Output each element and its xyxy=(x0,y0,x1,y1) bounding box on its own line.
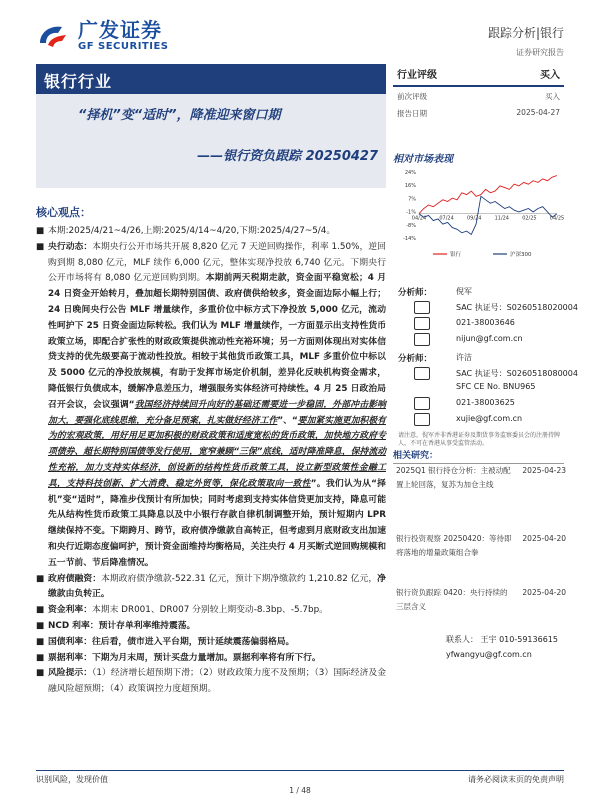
bullet-icon: ■ xyxy=(36,573,45,584)
bullet-ncd-rate: ■ NCD 利率：预计存单利率维持震荡。 xyxy=(36,619,386,635)
report-subtitle: ——银行资负跟踪 20250427 xyxy=(197,149,378,164)
x-tick-label: 04/24 xyxy=(411,215,427,222)
legend-label: 沪深300 xyxy=(510,252,532,258)
page-footer xyxy=(36,770,564,784)
analyst-phone: 021-38003625 xyxy=(456,398,515,407)
core-views-body xyxy=(36,224,386,698)
related-item-title[interactable]: 2025Q1 银行持仓分析：主被动配置上轮回落，复苏为加仓主线 xyxy=(396,466,511,489)
analyst-cert: SAC 执证号：S0260518080004 xyxy=(456,369,578,378)
analyst-label: 分析师： xyxy=(398,354,433,364)
prev-rating-label: 前次评级 xyxy=(397,92,427,101)
bullet-gov-bond: ■ 政府债融资：本期政府债净缴款-522.31 亿元，预计下期净缴款约 1,210.82 亿元，净缴款由负转正。 xyxy=(36,573,386,600)
related-item-date: 2025-04-20 xyxy=(522,534,566,543)
y-tick-label: -8% xyxy=(406,222,416,229)
logo-en: GF SECURITIES xyxy=(78,41,169,52)
analyst-block-2 xyxy=(398,352,578,432)
rating-box xyxy=(393,64,564,121)
rating-value: 买入 xyxy=(540,70,560,81)
report-date-value: 2025-04-27 xyxy=(516,108,560,117)
x-tick-label: 09/24 xyxy=(466,215,482,222)
company-logo xyxy=(36,16,169,56)
analyst-phone: 021-38003646 xyxy=(456,318,515,327)
report-header xyxy=(488,24,564,58)
x-tick-label: 02/25 xyxy=(522,215,537,222)
related-item-title[interactable]: 银行投资观察 20250420：等待即将落地的增量政策组合拳 xyxy=(396,534,512,557)
gf-logo-icon xyxy=(36,21,72,51)
bullet-icon: ■ xyxy=(36,652,45,663)
analyst-sfc: SFC CE No. BNU965 xyxy=(456,382,536,391)
analyst-label: 分析师： xyxy=(398,288,433,298)
bullet-period: ■ 本期:2025/4/21~4/26,上期:2025/4/14~4/20,下期:2025/4/27~5/4。 xyxy=(36,224,386,240)
related-research-title: 相关研究： xyxy=(393,448,564,464)
prev-rating-value: 买入 xyxy=(545,92,560,101)
industry-title: 银行行业 xyxy=(36,64,386,94)
contact-email[interactable]: yfwangyu@gf.com.cn xyxy=(446,650,532,659)
report-date-label: 报告日期 xyxy=(397,109,427,118)
logo-cn: 广发证券 xyxy=(78,18,162,42)
related-item[interactable] xyxy=(396,532,566,560)
analyst-block-1 xyxy=(398,286,578,346)
email-icon xyxy=(414,333,430,346)
bullet-icon: ■ xyxy=(36,241,45,252)
analyst-disclaimer: 请注意，倪军并非香港证券及期货事务监察委员会的注册持牌人，不可在香港从事受监管活动。 xyxy=(398,432,561,447)
footer-disclaimer: 请务必阅读末页的免责声明 xyxy=(468,775,564,784)
related-item-date: 2025-04-23 xyxy=(522,466,566,475)
y-tick-label: 16% xyxy=(404,183,416,190)
series-line-bank xyxy=(419,176,557,214)
analyst-name: 倪军 xyxy=(456,287,472,296)
y-tick-label: 24% xyxy=(404,170,416,176)
certificate-icon xyxy=(414,367,430,380)
phone-icon xyxy=(414,317,430,330)
bullet-treasury-rate: ■ 国债利率：往后看，债市进入平台期，预计延续震荡偏弱格局。 xyxy=(36,635,386,651)
phone-icon xyxy=(414,397,430,410)
bullet-central-bank: ■ 央行动态：本期央行公开市场共开展 8,820 亿元 7 天逆回购操作，利率 1.50%，逆回购到期 8,080 亿元，MLF 续作 6,000 亿元，整体实现净投放 6,740 亿元。下期央行公开市场将有 8,080 亿元逆回购到期。本期前两天税期走款，资金面平稳宽松；4 月 24 日资金开始转月，叠加超长期特别国债、政府债供给较多，资金面边际小幅上行；24 日晚间央行公告 MLF 增量续作，多重价位中标方式下净投放 5,000 亿元，流动性呵护下 25 日资金面边际转松。我们认为 MLF 增量续作，一方面显示出支持性货币政策立场，即配合扩张性的财政政策提供流动性充裕环境；另一方面则体现出对实体信贷支持的优先级要高于流动性投放。相较于其他货币政策工具，MLF 多重价位中标以及 5000 亿元的净投放规模，有助于发挥市场定价机制，差异化反映机构资金需求，降低银行负债成本，缓解净息差压力，增强服务实体经济可持续性。4 月 25 日政治局召开会议，会议强调“我国经济持续回升向好的基础还需要进一步稳固，外部冲击影响加大，要强化底线思维，充分备足预案，扎实做好经济工作”、“要加紧实施更加积极有为的宏观政策，用好用足更加积极的财政政策和适度宽松的货币政策，加快地方政府专项债券、超长期特别国债等发行使用，宽窄兼顾“三保”底线，适时降准降息，保持流动性充裕，加力支持实体经济，创设新的结构性货币政策工具，设立新型政策性金融工具，支持科技创新、扩大消费、稳定外贸等，保化政策取向一致性”。我们认为从“择机”变“适时”，降准步伐预计有所加快；同时考虑到支持实体信贷更加支持，降息可能先从结构性货币政策工具降息以及中小银行存款自律机制调整开始，预计短期内 LPR 继续保持不变。下期跨月、跨节，政府债净缴款自高转正，但考虑到月底财政支出加速和央行近期态度偏呵护，预计资金面维持均衡格局，关注央行 4 月买断式逆回购规模和五一节前、节后降准情况。 xyxy=(36,241,386,568)
related-item[interactable] xyxy=(396,464,566,492)
analyst-email[interactable]: nijun@gf.com.cn xyxy=(456,334,523,343)
report-type: 跟踪分析|银行 xyxy=(487,26,564,40)
contact-person: 联系人： 王宇 010-59136615 xyxy=(446,635,558,644)
bullet-icon: ■ xyxy=(36,668,45,679)
x-tick-label: 11/24 xyxy=(494,215,510,222)
page-number: 1 / 48 xyxy=(289,786,311,795)
y-tick-label: 7% xyxy=(408,196,416,203)
y-tick-label: -14% xyxy=(403,236,416,242)
report-sub: 证券研究报告 xyxy=(516,48,564,57)
x-tick-label: 04/25 xyxy=(549,215,565,222)
bullet-icon: ■ xyxy=(36,620,45,631)
report-title: “择机”变“适时”，降准迎来窗口期 xyxy=(78,108,281,123)
bullet-icon: ■ xyxy=(36,226,45,236)
rating-label: 行业评级 xyxy=(397,70,437,81)
performance-title: 相对市场表现 xyxy=(393,154,453,165)
x-tick-label: 07/24 xyxy=(439,215,454,222)
footer-slogan: 识别风险，发现价值 xyxy=(36,775,108,784)
legend-label: 银行 xyxy=(450,252,462,258)
analyst-name: 许洁 xyxy=(456,353,472,362)
analyst-cert: SAC 执证号：S0260518020004 xyxy=(456,303,578,312)
bullet-funding-rate: ■ 资金利率：本期末 DR001、DR007 分别较上期变动-8.3bp、-5.7bp。 xyxy=(36,603,386,619)
email-icon xyxy=(414,413,430,426)
related-item-title[interactable]: 银行资负跟踪 0420：央行持续的三层含义 xyxy=(396,588,508,611)
title-banner xyxy=(36,64,386,188)
analyst-email[interactable]: xujie@gf.com.cn xyxy=(456,414,523,423)
bullet-bill-rate: ■ 票据利率：下期为月末周，预计买盘力量增加。票据利率将有所下行。 xyxy=(36,651,386,667)
bullet-risk: ■ 风险提示：（1）经济增长超预期下滑；（2）财政政策力度不及预期；（3）国际经济及金融风险超预期；（4）政策调控力度超预期。 xyxy=(36,668,386,695)
bullet-icon: ■ xyxy=(36,636,45,647)
related-item-date: 2025-04-20 xyxy=(522,588,566,597)
certificate-icon xyxy=(414,301,430,314)
y-tick-label: -1% xyxy=(406,209,416,216)
related-item[interactable] xyxy=(396,586,566,614)
core-views-title: 核心观点： xyxy=(36,206,91,219)
relative-performance-chart xyxy=(393,166,565,262)
bullet-icon: ■ xyxy=(36,605,45,616)
